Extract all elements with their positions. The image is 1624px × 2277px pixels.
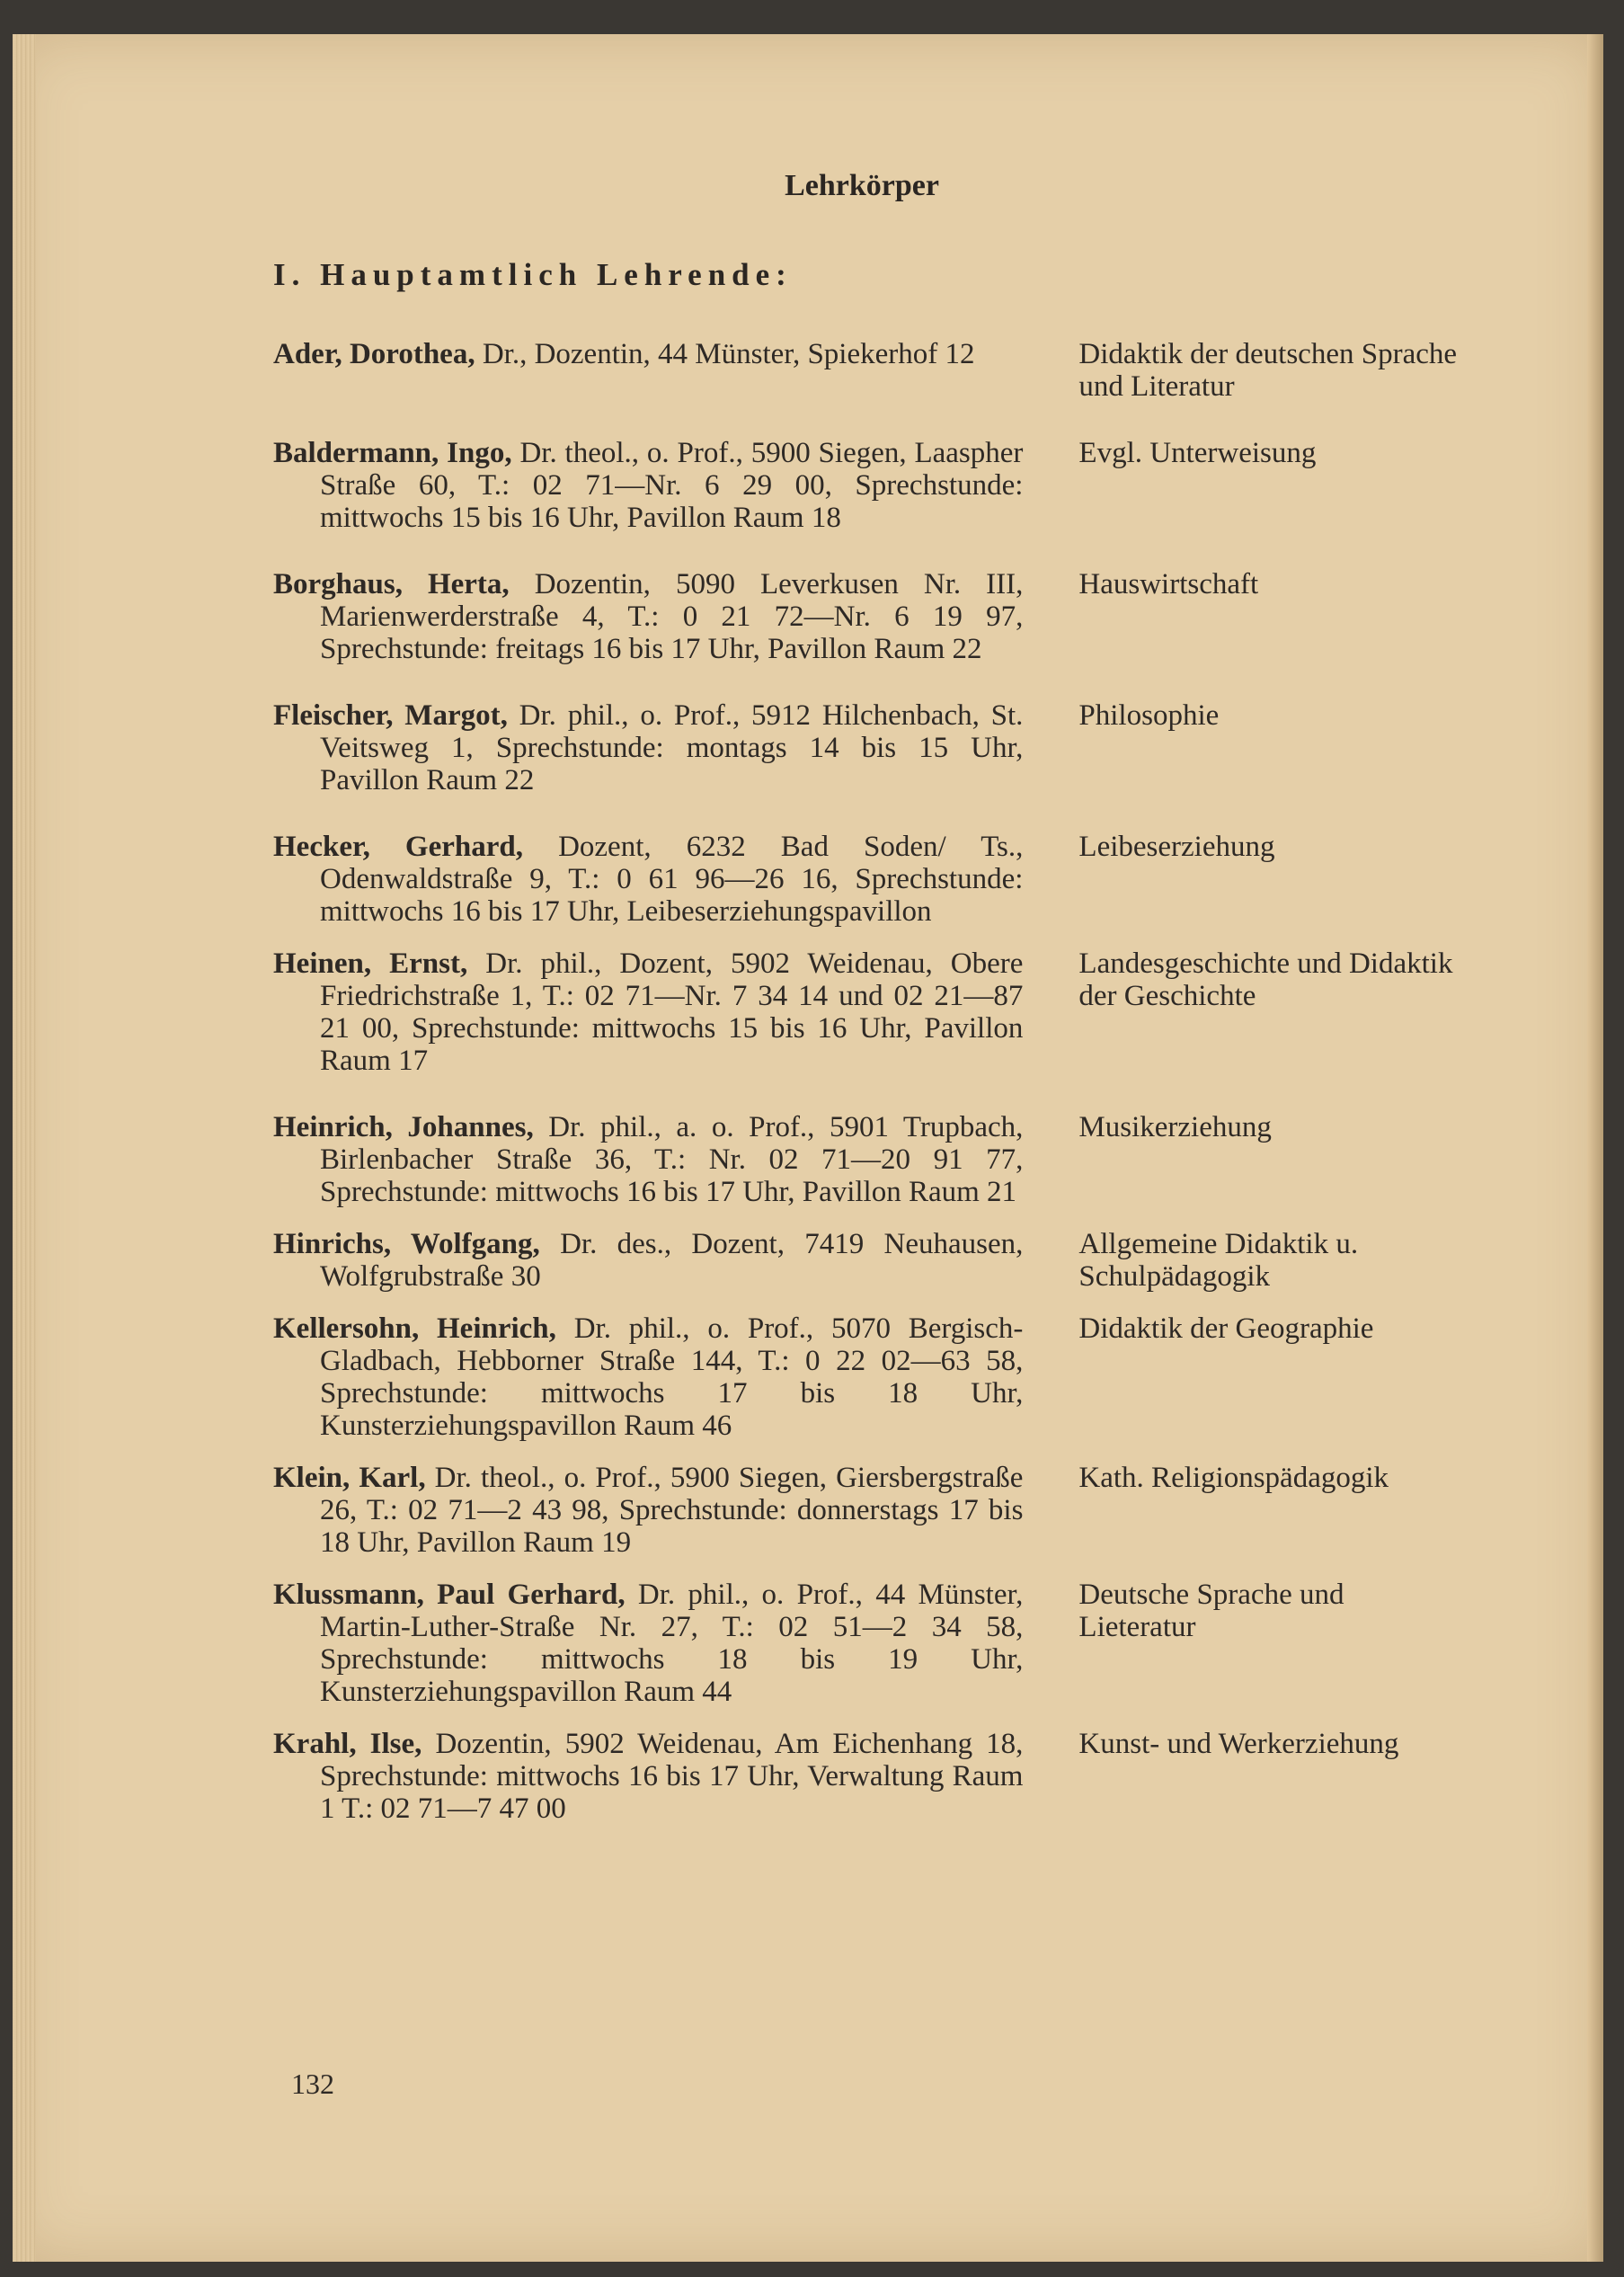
entry-subject: Kunst- und Werkerziehung	[1078, 1728, 1399, 1760]
staff-entry	[273, 1462, 1460, 1559]
entry-text	[273, 338, 1023, 403]
entry-name: Klein, Karl,	[273, 1462, 426, 1494]
entry-details: Dr. des., Dozent, 7419 Neuhausen, Wolfgrubstraße 30	[320, 1228, 1024, 1293]
entry-details: Dozentin, 5902 Weidenau, Am Eichenhang 18, Sprechstunde: mittwochs 16 bis 17 Uhr, Verwaltung Raum 1 T.: 02 71—7 47 00	[320, 1728, 1024, 1825]
entry-subject: Hauswirtschaft	[1078, 568, 1259, 600]
entry-name: Klussmann, Paul Gerhard,	[273, 1579, 626, 1611]
entry-name: Kellersohn, Heinrich,	[273, 1312, 556, 1345]
staff-list	[273, 338, 1460, 1825]
entry-subject: Allgemeine Didaktik u. Schulpädagogik	[1078, 1228, 1359, 1293]
entry-subject: Leibeserziehung	[1078, 831, 1275, 863]
entry-subject: Didaktik der Geographie	[1078, 1312, 1374, 1345]
staff-entry	[273, 1312, 1460, 1442]
entry-details: Dozentin, 5090 Leverkusen Nr. III, Marienwerderstraße 4, T.: 0 21 72—Nr. 6 19 97, Sprechstunde: freitags 16 bis 17 Uhr, Pavillon Raum 22	[320, 568, 1024, 665]
book-page	[13, 34, 1603, 2262]
section-heading: I. Hauptamtlich Lehrende:	[273, 257, 793, 292]
entry-subject: Deutsche Sprache und Lieteratur	[1078, 1579, 1344, 1643]
entry-text	[273, 1228, 1023, 1293]
page-gutter-shadow	[1587, 34, 1603, 2262]
entry-subject: Musikerziehung	[1078, 1111, 1272, 1143]
page-heading: Lehrkörper	[785, 169, 939, 202]
entry-details: Dr. phil., o. Prof., 44 Münster, Martin-Luther-Straße Nr. 27, T.: 02 51—2 34 58, Sprechstunde: mittwochs 18 bis 19 Uhr, Kunsterziehungspavillon Raum 44	[320, 1579, 1024, 1708]
page-number: 132	[291, 2068, 334, 2100]
entry-text	[273, 831, 1023, 928]
staff-entry	[273, 437, 1460, 534]
entry-details: Dr. theol., o. Prof., 5900 Siegen, Giersbergstraße 26, T.: 02 71—2 43 98, Sprechstunde: donnerstags 17 bis 18 Uhr, Pavillon Raum 19	[320, 1462, 1024, 1559]
entry-name: Heinen, Ernst,	[273, 947, 468, 980]
entry-text	[273, 1111, 1023, 1208]
entry-text	[273, 1579, 1023, 1708]
entry-subject: Evgl. Unterweisung	[1078, 437, 1317, 469]
staff-entry	[273, 338, 1460, 403]
entry-text	[273, 947, 1023, 1077]
entry-details: Dr. phil., a. o. Prof., 5901 Trupbach, Birlenbacher Straße 36, T.: Nr. 02 71—20 91 77, Sprechstunde: mittwochs 16 bis 17 Uhr, Pavillon Raum 21	[320, 1111, 1024, 1208]
staff-entry	[273, 1579, 1460, 1708]
entry-name: Krahl, Ilse,	[273, 1728, 422, 1760]
entry-details: Dr., Dozentin, 44 Münster, Spiekerhof 12	[482, 338, 975, 370]
entry-text	[273, 1312, 1023, 1442]
entry-details: Dr. theol., o. Prof., 5900 Siegen, Laaspher Straße 60, T.: 02 71—Nr. 6 29 00, Sprechstunde: mittwochs 15 bis 16 Uhr, Pavillon Raum 18	[320, 437, 1024, 534]
entry-text	[273, 1462, 1023, 1559]
entry-details: Dr. phil., o. Prof., 5912 Hilchenbach, St. Veitsweg 1, Sprechstunde: montags 14 bis 15 Uhr, Pavillon Raum 22	[320, 699, 1024, 796]
entry-details: Dr. phil., o. Prof., 5070 Bergisch-Gladbach, Hebborner Straße 144, T.: 0 22 02—63 58, Sprechstunde: mittwochs 17 bis 18 Uhr, Kunsterziehungspavillon Raum 46	[320, 1312, 1024, 1442]
staff-entry	[273, 699, 1460, 796]
entry-name: Ader, Dorothea,	[273, 338, 475, 370]
entry-name: Borghaus, Herta,	[273, 568, 510, 600]
entry-subject: Philosophie	[1078, 699, 1220, 732]
entry-subject: Kath. Religionspädagogik	[1078, 1462, 1389, 1494]
entry-subject: Didaktik der deutschen Sprache und Literatur	[1078, 338, 1458, 403]
entry-text	[273, 568, 1023, 665]
staff-entry	[273, 568, 1460, 665]
entry-text	[273, 699, 1023, 796]
staff-entry	[273, 1111, 1460, 1208]
staff-entry	[273, 831, 1460, 928]
staff-entry	[273, 1228, 1460, 1293]
entry-subject: Landesgeschichte und Didaktik der Geschichte	[1078, 947, 1453, 1012]
entry-details: Dozent, 6232 Bad Soden/ Ts., Odenwaldstraße 9, T.: 0 61 96—26 16, Sprechstunde: mittwochs 16 bis 17 Uhr, Leibeserziehungspavillon	[320, 831, 1024, 928]
entry-text	[273, 437, 1023, 534]
entry-name: Fleischer, Margot,	[273, 699, 508, 732]
entry-details: Dr. phil., Dozent, 5902 Weidenau, Obere Friedrichstraße 1, T.: 02 71—Nr. 7 34 14 und 02 21—87 21 00, Sprechstunde: mittwochs 15 bis 16 Uhr, Pavillon Raum 17	[320, 947, 1024, 1077]
entry-text	[273, 1728, 1023, 1825]
entry-name: Baldermann, Ingo,	[273, 437, 512, 469]
page-stack-edge	[13, 34, 36, 2262]
entry-name: Hinrichs, Wolfgang,	[273, 1228, 540, 1260]
staff-entry	[273, 947, 1460, 1077]
entry-name: Hecker, Gerhard,	[273, 831, 523, 863]
staff-entry	[273, 1728, 1460, 1825]
entry-name: Heinrich, Johannes,	[273, 1111, 534, 1143]
